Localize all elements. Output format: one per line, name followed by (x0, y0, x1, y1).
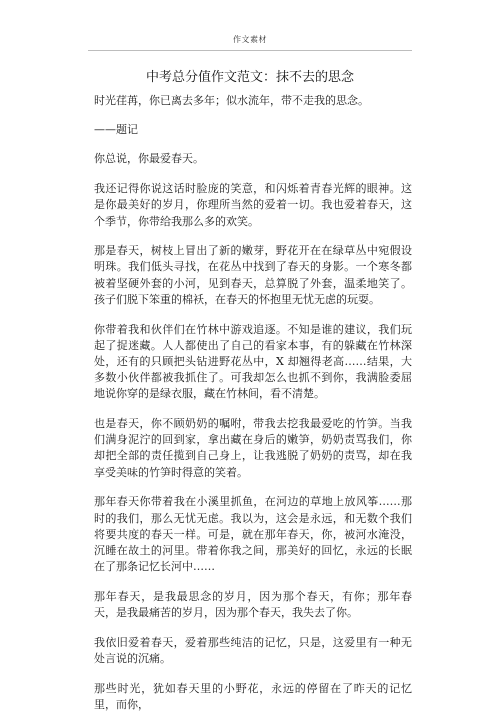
paragraph: 我依旧爱着春天，爱着那些纯洁的记忆，只是，这爱里有一种无处言说的沉痛。 (94, 635, 412, 665)
paragraph: 你总说，你最爱春天。 (94, 152, 204, 166)
epigraph: 时光荏苒，你已离去多年；似水流年，带不走我的思念。 (94, 94, 369, 107)
paragraph: 那些时光，犹如春天里的小野花，永远的停留在了昨天的记忆里，而你， (94, 681, 412, 711)
document-body (94, 93, 412, 727)
paragraph: 那是春天，树枝上冒出了新的嫩芽，野花开在在绿草丛中宛假设明珠。我们低头寻找，在花丛中找到了春天的身影。一个寒冬都被着坚硬外套的小河，见到春天，总算脱了外套，温柔地笑了。孩子们脱下笨重的棉袄，在春天的怀抱里无忧无虑的玩耍。 (94, 244, 412, 306)
header-divider (88, 50, 412, 51)
page-header: 作文素材 (233, 35, 267, 44)
document-title: 中考总分值作文范文：抹不去的思念 (145, 70, 354, 85)
epigraph-signature: ——题记 (94, 123, 138, 137)
paragraph: 那年春天，是我最思念的岁月，因为那个春天，有你；那年春天，是我最痛苦的岁月，因为那个春天，我失去了你。 (94, 589, 412, 620)
paragraph: 我还记得你说这话时脸庞的笑意，和闪烁着青春光辉的眼神。这是你最美好的岁月，你理所当然的爱着一切。我也爱着春天，这个季节，你带给我那么多的欢笑。 (94, 182, 412, 228)
paragraph: 那年春天你带着我在小溪里抓鱼，在河边的草地上放风筝……那时的我们，那么无忧无虑。我以为，这会是永远，和无数个我们将要共度的春天一样。可是，就在那年春天，你，被河水淹没，沉睡在故土的河里。带着你我之间，那美好的回忆，永远的长眠在了那条记忆长河中…… (94, 495, 412, 574)
paragraph: 你带着我和伙伴们在竹林中游戏追逐。不知是谁的建议，我们玩起了捉迷藏。人人都使出了自己的看家本事，有的躲藏在竹林深处，还有的只顾把头钻进野花丛中，X 却翘得老高……结果，大多数小伙伴都被我抓住了。可我却怎么也抓不到你，我满脸委屈地说你穿的是绿衣服，藏在竹林间，看不清楚。 (94, 322, 412, 401)
paragraph: 也是春天，你不顾奶奶的嘱咐，带我去挖我最爱吃的竹笋。当我们满身泥泞的回到家，拿出藏在身后的嫩笋，奶奶责骂我们，你却把全部的责任揽到自己身上，让我逃脱了奶奶的责骂，却在我享受美味的竹笋时得意的笑着。 (94, 417, 412, 479)
